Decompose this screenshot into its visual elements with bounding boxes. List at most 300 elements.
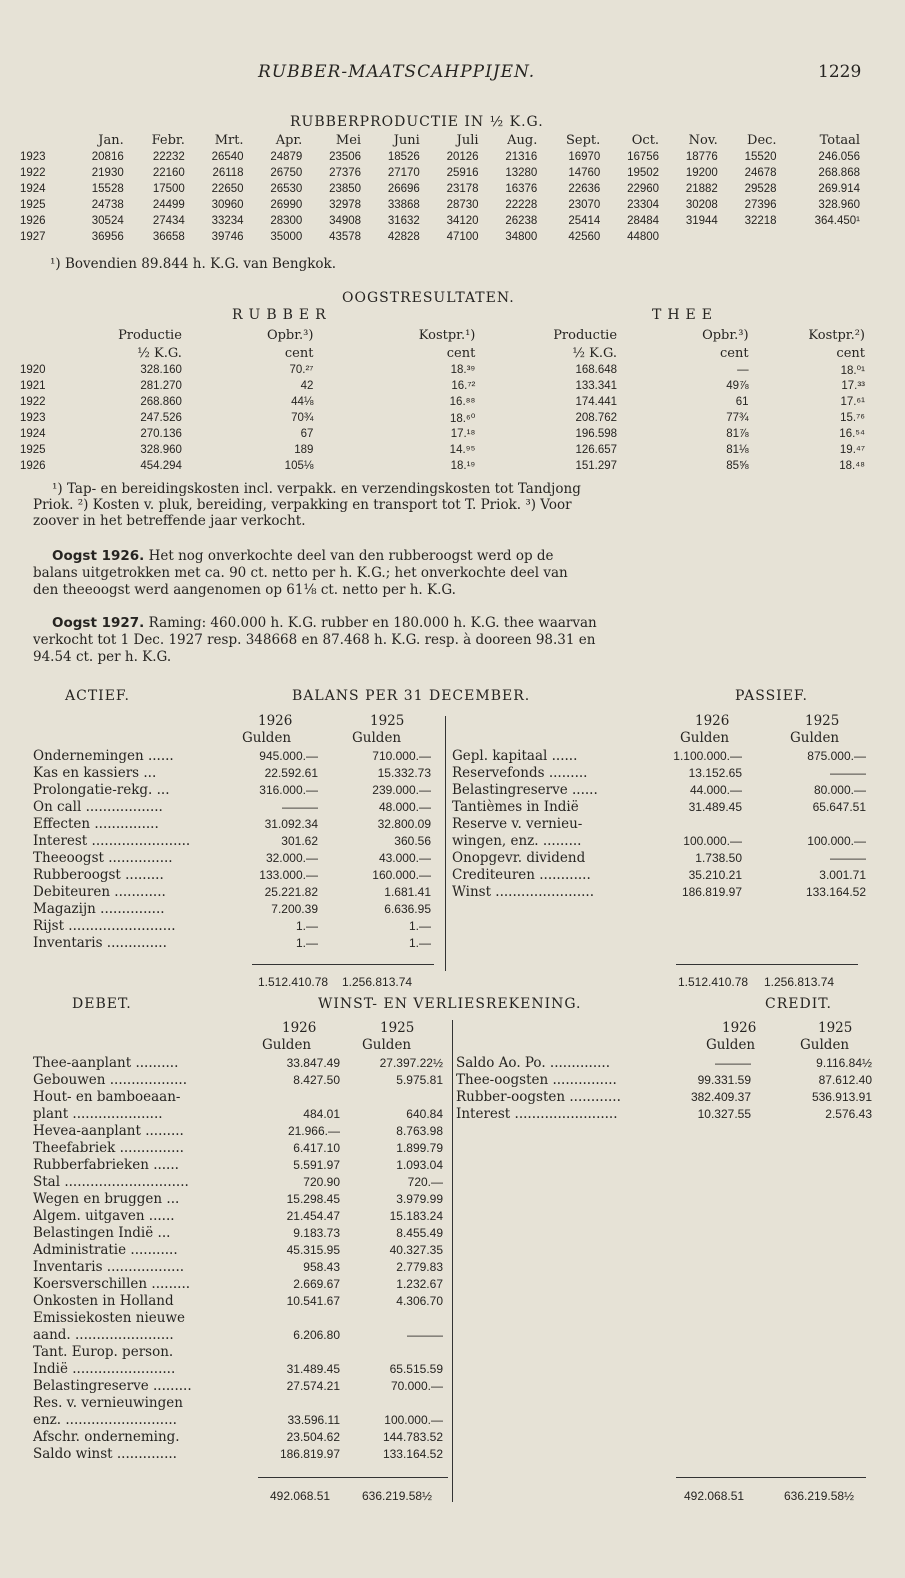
ledger-value-1925: 65.515.59 bbox=[389, 1362, 443, 1376]
table-cell: 77¾ bbox=[726, 412, 749, 424]
ledger-value-1925: 48.000.— bbox=[378, 800, 431, 814]
row-year: 1922 bbox=[20, 167, 46, 179]
ledger-row bbox=[33, 918, 433, 935]
month-header: Juli bbox=[456, 132, 479, 148]
ledger-row bbox=[452, 884, 872, 901]
table-cell: — bbox=[737, 364, 749, 376]
row-year: 1924 bbox=[20, 428, 46, 440]
ledger-label: aand. ....................... bbox=[33, 1327, 174, 1343]
table-cell: 33868 bbox=[387, 199, 420, 211]
ledger-row bbox=[452, 867, 872, 884]
table-cell: 22232 bbox=[152, 151, 185, 163]
column-unit: cent bbox=[446, 345, 476, 361]
table-cell: 16376 bbox=[505, 183, 538, 195]
ledger-row bbox=[452, 850, 872, 867]
ledger-row bbox=[456, 1106, 876, 1123]
note-label: Oogst 1927. bbox=[52, 615, 145, 631]
ledger-value-1926: 35.210.21 bbox=[688, 868, 742, 882]
footnote-mark: ¹) bbox=[50, 256, 61, 272]
row-year: 1925 bbox=[20, 199, 46, 211]
table-cell: 26118 bbox=[212, 167, 244, 179]
table-cell: 19.⁴⁷ bbox=[839, 444, 865, 456]
ledger-value-1925: 27.397.22½ bbox=[379, 1056, 443, 1070]
ledger-value-1925: 1.899.79 bbox=[396, 1141, 443, 1155]
ledger-label: Theeoogst ............... bbox=[33, 850, 173, 866]
ledger-value-1925: 5.975.81 bbox=[396, 1073, 443, 1087]
ledger-value-1925: 87.612.40 bbox=[818, 1073, 872, 1087]
table-cell: 35000 bbox=[270, 231, 303, 243]
table-cell: 328.160 bbox=[140, 364, 182, 376]
table-cell: 18526 bbox=[387, 151, 420, 163]
table-cell: 16756 bbox=[627, 151, 660, 163]
ledger-value-1925: 160.000.— bbox=[372, 868, 431, 882]
ledger-label: Hevea-aanplant ......... bbox=[33, 1123, 184, 1139]
table-row bbox=[20, 165, 860, 181]
table-cell bbox=[718, 229, 777, 245]
ledger-value-1926: 32.000.— bbox=[265, 851, 318, 865]
table-cell: 18.³⁹ bbox=[450, 364, 476, 376]
ledger-value-1926: 9.183.73 bbox=[293, 1226, 340, 1240]
table-cell: 31944 bbox=[685, 215, 718, 227]
table-cell: 24879 bbox=[270, 151, 303, 163]
ledger-value-1925: 15.332.73 bbox=[377, 766, 431, 780]
ledger-value-1925: 239.000.— bbox=[372, 783, 431, 797]
table-row bbox=[20, 213, 860, 229]
table-cell: 268.868 bbox=[818, 167, 860, 179]
table-cell: 22636 bbox=[568, 183, 601, 195]
table-cell: 328.960 bbox=[818, 199, 860, 211]
balance-title: BALANS PER 31 DECEMBER. bbox=[292, 688, 531, 704]
table-cell: 29528 bbox=[744, 183, 777, 195]
table-cell: 24499 bbox=[152, 199, 185, 211]
row-year: 1921 bbox=[20, 380, 46, 392]
table-cell: 20816 bbox=[91, 151, 124, 163]
ledger-value-1926: 1.100.000.— bbox=[673, 749, 742, 763]
table-cell: 269.914 bbox=[818, 183, 860, 195]
ledger-value-1926: 25.221.82 bbox=[264, 885, 318, 899]
table-cell: 70.²⁷ bbox=[289, 364, 314, 376]
table-cell: 21930 bbox=[91, 167, 124, 179]
table-cell: 61 bbox=[735, 396, 749, 408]
row-year: 1925 bbox=[20, 444, 46, 456]
ledger-row bbox=[452, 765, 872, 782]
table-cell: 268.860 bbox=[140, 396, 182, 408]
ledger-row bbox=[452, 833, 872, 850]
ledger-row bbox=[33, 1378, 445, 1395]
column-header: Kostpr.²) bbox=[808, 327, 865, 343]
month-header: Mei bbox=[335, 132, 362, 148]
header-blank bbox=[20, 131, 65, 149]
ledger-value-1926: 484.01 bbox=[303, 1107, 340, 1121]
ledger-row bbox=[33, 935, 433, 952]
ledger-value-1926: 23.504.62 bbox=[286, 1430, 340, 1444]
ledger-value-1925: 65.647.51 bbox=[812, 800, 866, 814]
ledger-value-1926: 945.000.— bbox=[259, 749, 318, 763]
table-cell: 19200 bbox=[685, 167, 718, 179]
note-label: Oogst 1926. bbox=[52, 548, 145, 564]
ledger-value-1926: 13.152.65 bbox=[688, 766, 742, 780]
row-year: 1920 bbox=[20, 364, 46, 376]
ledger-value-1925: 2.779.83 bbox=[396, 1260, 443, 1274]
table-row bbox=[20, 410, 865, 426]
ledger-row bbox=[33, 748, 433, 765]
thee-label: THEE bbox=[652, 307, 718, 323]
page-number: 1229 bbox=[818, 62, 862, 82]
ledger-label: On call .................. bbox=[33, 799, 163, 815]
bal-year-1926-right: 1926 bbox=[695, 713, 730, 729]
ledger-label: Stal ............................. bbox=[33, 1174, 189, 1190]
passief-total-1926: 1.512.410.78 bbox=[678, 975, 749, 989]
table-cell: 43578 bbox=[329, 231, 362, 243]
ledger-label: Gebouwen .................. bbox=[33, 1072, 188, 1088]
column-unit: ½ K.G. bbox=[137, 345, 182, 361]
table-row bbox=[20, 362, 865, 378]
ledger-value-1926: 31.489.45 bbox=[286, 1362, 340, 1376]
ledger-label: Wegen en bruggen ... bbox=[33, 1191, 180, 1207]
table-cell: 18.⁴⁸ bbox=[839, 460, 865, 472]
ledger-value-1926: 382.409.37 bbox=[690, 1090, 751, 1104]
table-cell: 27170 bbox=[387, 167, 420, 179]
harvest-footnote-1: ¹) Tap- en bereidingskosten incl. verpakk. en verzendingskosten tot Tandjong bbox=[52, 481, 581, 497]
table-cell: 28484 bbox=[627, 215, 660, 227]
column-unit: cent bbox=[720, 345, 749, 361]
bal-year-1925-right: 1925 bbox=[805, 713, 840, 729]
month-header: Apr. bbox=[275, 132, 303, 148]
ledger-value-1926: ——— bbox=[282, 800, 318, 814]
ledger-label: Rubberfabrieken ...... bbox=[33, 1157, 179, 1173]
ledger-label: Afschr. onderneming. bbox=[33, 1429, 180, 1445]
table-cell: 18.⁶⁰ bbox=[450, 413, 476, 425]
table-cell: 18776 bbox=[685, 151, 718, 163]
ledger-label: Res. v. vernieuwingen bbox=[33, 1395, 183, 1411]
table-cell: 13280 bbox=[505, 167, 538, 179]
ledger-value-1925: 8.455.49 bbox=[396, 1226, 443, 1240]
ledger-label: Prolongatie-rekg. ... bbox=[33, 782, 170, 798]
credit-list bbox=[456, 1055, 876, 1123]
table-cell: 42560 bbox=[568, 231, 601, 243]
ledger-value-1925: ——— bbox=[830, 766, 866, 780]
pnl-year-1925-left: 1925 bbox=[380, 1020, 415, 1036]
ledger-value-1925: 536.913.91 bbox=[811, 1090, 872, 1104]
ledger-value-1926: 21.966.— bbox=[287, 1124, 340, 1138]
ledger-row bbox=[452, 748, 872, 765]
production-header-row bbox=[20, 131, 860, 149]
ledger-label: plant ..................... bbox=[33, 1106, 163, 1122]
ledger-value-1926: 1.— bbox=[295, 919, 318, 933]
ledger-value-1926: 6.206.80 bbox=[293, 1328, 340, 1342]
harvest-header-row-top bbox=[20, 326, 865, 344]
note-oogst-1926-line1 bbox=[52, 548, 554, 564]
row-year: 1922 bbox=[20, 396, 46, 408]
ledger-label: Onopgevr. dividend bbox=[452, 850, 586, 866]
table-cell: 22160 bbox=[152, 167, 185, 179]
ledger-row bbox=[33, 1429, 445, 1446]
table-row bbox=[20, 197, 860, 213]
ledger-value-1926: 22.592.61 bbox=[264, 766, 318, 780]
pnl-center-divider bbox=[452, 1020, 453, 1502]
table-cell: 49⅞ bbox=[726, 380, 749, 392]
ledger-value-1926: 44.000.— bbox=[689, 783, 742, 797]
bal-unit-1926-right: Gulden bbox=[680, 730, 730, 746]
ledger-value-1925: 133.164.52 bbox=[382, 1447, 443, 1461]
table-cell: 32978 bbox=[329, 199, 362, 211]
ledger-label: wingen, enz. ......... bbox=[452, 833, 582, 849]
ledger-value-1925: ——— bbox=[407, 1328, 443, 1342]
month-header: Jan. bbox=[98, 132, 124, 148]
table-cell: 42 bbox=[300, 380, 314, 392]
ledger-row bbox=[33, 884, 433, 901]
table-cell: 31632 bbox=[387, 215, 420, 227]
table-cell: 30960 bbox=[211, 199, 244, 211]
month-header: Dec. bbox=[747, 132, 777, 148]
ledger-row bbox=[456, 1089, 876, 1106]
ledger-label: Inventaris .................. bbox=[33, 1259, 185, 1275]
month-header: Totaal bbox=[819, 132, 860, 148]
ledger-row bbox=[33, 1361, 445, 1378]
table-cell: 67 bbox=[300, 428, 314, 440]
month-header: Febr. bbox=[151, 132, 185, 148]
column-unit: cent bbox=[836, 345, 865, 361]
ledger-value-1925: 80.000.— bbox=[813, 783, 866, 797]
column-header: Productie bbox=[553, 327, 618, 343]
column-header: Opbr.³) bbox=[702, 327, 749, 343]
production-footnote bbox=[50, 256, 336, 272]
harvest-table bbox=[20, 326, 865, 474]
ledger-row bbox=[33, 850, 433, 867]
table-cell: 27376 bbox=[329, 167, 362, 179]
ledger-label: Reserve v. vernieu- bbox=[452, 816, 583, 832]
balance-center-divider bbox=[445, 716, 446, 971]
table-cell: 27396 bbox=[744, 199, 777, 211]
table-cell: 85⅝ bbox=[726, 460, 749, 472]
debet-total-1926: 492.068.51 bbox=[270, 1489, 331, 1503]
ledger-label: Theefabriek ............... bbox=[33, 1140, 184, 1156]
ledger-label: Algem. uitgaven ...... bbox=[33, 1208, 175, 1224]
pnl-unit-1926-right: Gulden bbox=[706, 1037, 756, 1053]
ledger-value-1925: 3.001.71 bbox=[819, 868, 866, 882]
table-cell: 246.056 bbox=[818, 151, 860, 163]
table-cell: 18.⁰¹ bbox=[840, 365, 865, 377]
note-text: Raming: 460.000 h. K.G. rubber en 180.000 h. K.G. thee waarvan bbox=[148, 615, 597, 631]
table-cell: 16970 bbox=[568, 151, 601, 163]
ledger-label: Onkosten in Holland bbox=[33, 1293, 174, 1309]
credit-heading: CREDIT. bbox=[765, 996, 832, 1012]
ledger-label: enz. .......................... bbox=[33, 1412, 177, 1428]
table-cell: 24678 bbox=[744, 167, 777, 179]
table-cell: 270.136 bbox=[140, 428, 182, 440]
table-cell: 14760 bbox=[568, 167, 601, 179]
ledger-label: Interest ....................... bbox=[33, 833, 191, 849]
ledger-value-1926: 720.90 bbox=[303, 1175, 340, 1189]
ledger-value-1925: 1.093.04 bbox=[396, 1158, 443, 1172]
table-row bbox=[20, 458, 865, 474]
table-cell: 47100 bbox=[446, 231, 479, 243]
ledger-value-1926: 31.092.34 bbox=[264, 817, 318, 831]
table-row bbox=[20, 149, 860, 165]
table-cell: 36658 bbox=[152, 231, 185, 243]
ledger-row bbox=[33, 782, 433, 799]
table-cell: 151.297 bbox=[575, 460, 618, 472]
ledger-row bbox=[33, 1225, 445, 1242]
row-year: 1926 bbox=[20, 215, 46, 227]
ledger-row bbox=[33, 1446, 445, 1463]
pnl-year-1926-right: 1926 bbox=[722, 1020, 757, 1036]
rubber-label: RUBBER bbox=[232, 307, 332, 323]
ledger-value-1926: 33.847.49 bbox=[286, 1056, 340, 1070]
ledger-label: Rubber-oogsten ............ bbox=[456, 1089, 621, 1105]
ledger-value-1926: 31.489.45 bbox=[688, 800, 742, 814]
ledger-value-1925: 15.183.24 bbox=[389, 1209, 443, 1223]
ledger-row bbox=[33, 1344, 445, 1361]
ledger-label: Inventaris .............. bbox=[33, 935, 167, 951]
ledger-row bbox=[33, 1276, 445, 1293]
table-cell: 328.960 bbox=[140, 444, 182, 456]
table-cell: 15520 bbox=[744, 151, 777, 163]
ledger-label: Interest ........................ bbox=[456, 1106, 618, 1122]
ledger-label: Thee-oogsten ............... bbox=[456, 1072, 617, 1088]
ledger-value-1926: 99.331.59 bbox=[697, 1073, 751, 1087]
table-cell: 28730 bbox=[446, 199, 479, 211]
ledger-value-1925: 100.000.— bbox=[384, 1413, 443, 1427]
ledger-value-1926: 958.43 bbox=[303, 1260, 340, 1274]
ledger-value-1926: 186.819.97 bbox=[681, 885, 742, 899]
ledger-label: Thee-aanplant .......... bbox=[33, 1055, 179, 1071]
table-cell: 27434 bbox=[152, 215, 185, 227]
ledger-row bbox=[33, 1310, 445, 1327]
debet-total-1925: 636.219.58½ bbox=[362, 1489, 433, 1503]
passief-total-rule bbox=[676, 964, 858, 965]
table-cell: 174.441 bbox=[575, 396, 618, 408]
ledger-value-1925: 360.56 bbox=[394, 834, 431, 848]
table-cell: 25916 bbox=[446, 167, 479, 179]
table-cell: 22228 bbox=[505, 199, 538, 211]
header-blank bbox=[20, 326, 71, 344]
ledger-label: Kas en kassiers ... bbox=[33, 765, 157, 781]
table-cell: 23178 bbox=[446, 183, 479, 195]
ledger-value-1925: 4.306.70 bbox=[396, 1294, 443, 1308]
table-cell: 16.⁵⁴ bbox=[839, 428, 865, 440]
table-cell: 26696 bbox=[387, 183, 420, 195]
table-cell: 33234 bbox=[211, 215, 244, 227]
table-cell: 17.⁶¹ bbox=[840, 396, 865, 408]
ledger-value-1926: ——— bbox=[715, 1056, 751, 1070]
bal-unit-1926-left: Gulden bbox=[242, 730, 292, 746]
table-cell: 364.450¹ bbox=[814, 215, 860, 227]
table-cell: 22960 bbox=[627, 183, 660, 195]
table-cell: 189 bbox=[294, 444, 314, 456]
row-year: 1923 bbox=[20, 412, 46, 424]
table-cell: 30524 bbox=[91, 215, 124, 227]
table-row bbox=[20, 394, 865, 410]
ledger-label: Hout- en bamboeaan- bbox=[33, 1089, 181, 1105]
ledger-row bbox=[33, 1123, 445, 1140]
ledger-value-1925: 40.327.35 bbox=[389, 1243, 443, 1257]
passief-total-1925: 1.256.813.74 bbox=[764, 975, 835, 989]
ledger-row bbox=[33, 1174, 445, 1191]
ledger-value-1926: 2.669.67 bbox=[293, 1277, 340, 1291]
table-cell: 19502 bbox=[627, 167, 660, 179]
actief-total-1926: 1.512.410.78 bbox=[258, 975, 329, 989]
table-cell: 15.⁷⁶ bbox=[840, 412, 865, 424]
ledger-label: Rubberoogst ......... bbox=[33, 867, 164, 883]
ledger-label: Emissiekosten nieuwe bbox=[33, 1310, 186, 1326]
table-cell: 23304 bbox=[627, 199, 660, 211]
bal-unit-1925-left: Gulden bbox=[352, 730, 402, 746]
ledger-value-1926: 5.591.97 bbox=[293, 1158, 340, 1172]
table-row bbox=[20, 442, 865, 458]
actief-list bbox=[33, 748, 433, 952]
ledger-value-1926: 100.000.— bbox=[683, 834, 742, 848]
debet-heading: DEBET. bbox=[72, 996, 132, 1012]
table-cell: 105⅛ bbox=[284, 460, 314, 472]
table-cell: 26990 bbox=[270, 199, 303, 211]
table-cell: 44800 bbox=[627, 231, 660, 243]
month-header: Mrt. bbox=[214, 132, 244, 148]
note-oogst-1926-line2: balans uitgetrokken met ca. 90 ct. netto per h. K.G.; het onverkochte deel van bbox=[33, 565, 568, 581]
ledger-value-1925: 640.84 bbox=[406, 1107, 443, 1121]
pnl-year-1925-right: 1925 bbox=[818, 1020, 853, 1036]
month-header: Sept. bbox=[566, 132, 601, 148]
table-cell: 16.⁷² bbox=[451, 380, 476, 392]
ledger-value-1925: 875.000.— bbox=[807, 749, 866, 763]
ledger-value-1926: 1.— bbox=[295, 936, 318, 950]
ledger-label: Crediteuren ............ bbox=[452, 867, 591, 883]
row-year: 1927 bbox=[20, 231, 46, 243]
ledger-value-1925: 70.000.— bbox=[390, 1379, 443, 1393]
table-cell: 23070 bbox=[568, 199, 601, 211]
table-cell: 34908 bbox=[329, 215, 362, 227]
table-cell: 168.648 bbox=[575, 364, 618, 376]
table-cell: 21882 bbox=[685, 183, 718, 195]
table-cell bbox=[659, 229, 718, 245]
harvest-header-row-bottom bbox=[20, 344, 865, 362]
column-header: Opbr.³) bbox=[266, 327, 314, 343]
ledger-value-1925: 710.000.— bbox=[372, 749, 431, 763]
ledger-value-1926: 45.315.95 bbox=[286, 1243, 340, 1257]
ledger-value-1925: 144.783.52 bbox=[382, 1430, 443, 1444]
debet-list bbox=[33, 1055, 445, 1463]
actief-total-rule bbox=[252, 964, 434, 965]
header-blank bbox=[20, 344, 71, 362]
credit-total-1926: 492.068.51 bbox=[684, 1489, 745, 1503]
row-year: 1926 bbox=[20, 460, 46, 472]
table-cell: 30208 bbox=[685, 199, 718, 211]
passief-heading: PASSIEF. bbox=[735, 688, 808, 704]
ledger-label: Effecten ............... bbox=[33, 816, 159, 832]
ledger-label: Ondernemingen ...... bbox=[33, 748, 174, 764]
table-row bbox=[20, 229, 860, 245]
ledger-label: Belastingreserve ...... bbox=[452, 782, 598, 798]
ledger-row bbox=[33, 1191, 445, 1208]
table-cell: 42828 bbox=[387, 231, 420, 243]
ledger-value-1926: 27.574.21 bbox=[286, 1379, 340, 1393]
production-title: RUBBERPRODUCTIE IN ½ K.G. bbox=[290, 114, 544, 130]
footnote-text: Bovendien 89.844 h. K.G. van Bengkok. bbox=[64, 256, 337, 272]
month-header: Aug. bbox=[507, 132, 538, 148]
table-cell: 26238 bbox=[505, 215, 538, 227]
table-cell: 17.³³ bbox=[841, 380, 865, 392]
harvest-title: OOGSTRESULTATEN. bbox=[342, 290, 515, 306]
table-cell: 20126 bbox=[446, 151, 479, 163]
passief-list bbox=[452, 748, 872, 901]
table-cell: 34800 bbox=[505, 231, 538, 243]
ledger-label: Koersverschillen ......... bbox=[33, 1276, 191, 1292]
ledger-value-1926: 10.541.67 bbox=[286, 1294, 340, 1308]
ledger-value-1925: 3.979.99 bbox=[396, 1192, 443, 1206]
table-cell: 34120 bbox=[446, 215, 479, 227]
ledger-value-1925: 1.681.41 bbox=[384, 885, 431, 899]
table-cell: 247.526 bbox=[140, 412, 182, 424]
